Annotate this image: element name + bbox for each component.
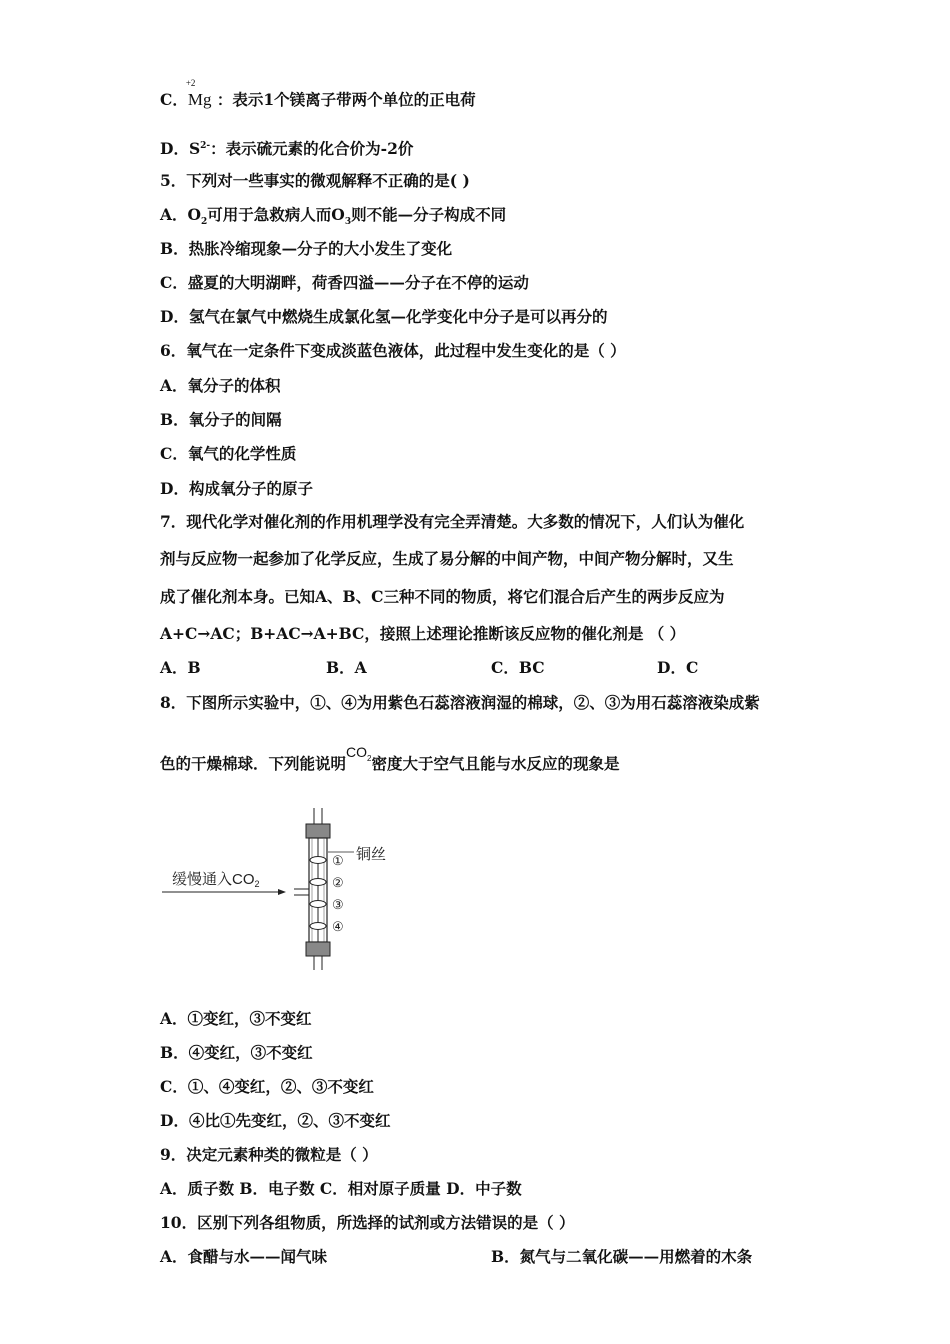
q6-option-d: D．构成氧分子的原子 xyxy=(160,479,313,498)
q4-option-d: D．$S^{2-}$：表示硫元素的化合价为-2价 xyxy=(160,139,414,159)
q10-option-a: A．食醋与水——闻气味 xyxy=(160,1247,328,1266)
q7-option-c: C．BC xyxy=(491,658,545,677)
wire-label: 铜丝 xyxy=(356,846,387,863)
q8-option-c: C．①、④变红，②、③不变红 xyxy=(160,1077,374,1096)
q8-line-2: 色的干燥棉球．下列能说明$CO_2$密度大于空气且能与水反应的现象是 xyxy=(160,744,620,773)
q7-line-1: 7．现代化学对催化剂的作用机理学没有完全弄清楚。大多数的情况下，人们认为催化 xyxy=(160,512,745,531)
q7-option-b: B．A xyxy=(326,658,367,677)
q6-stem: 6．氧气在一定条件下变成淡蓝色液体，此过程中发生变化的是（ ） xyxy=(160,341,626,360)
q5-option-d: D．氢气在氯气中燃烧生成氯化氢—化学变化中分子是可以再分的 xyxy=(160,307,608,326)
top-stopper xyxy=(306,824,330,838)
q6-option-c: C．氧气的化学性质 xyxy=(160,444,297,463)
cotton-ball-1 xyxy=(310,857,326,864)
q4-option-c: C． +2 Mg ：表示1个镁离子带两个单位的正电荷 xyxy=(160,78,476,109)
marker-2: ② xyxy=(332,875,344,890)
q8-option-d: D．④比①先变红，②、③不变红 xyxy=(160,1111,391,1130)
marker-3: ③ xyxy=(332,897,344,912)
q7-option-d: D．C xyxy=(657,658,699,677)
q7-line-2: 剂与反应物一起参加了化学反应，生成了易分解的中间产物，中间产物分解时，又生 xyxy=(160,549,734,568)
co2-formula: $CO_2$ xyxy=(346,744,372,763)
inlet-label: 缓慢通入$CO_2$ xyxy=(172,871,260,889)
q8-option-a: A．①变红，③不变红 xyxy=(160,1009,312,1028)
co2-experiment-diagram xyxy=(160,800,400,975)
q9-stem: 9．决定元素种类的微粒是（ ） xyxy=(160,1145,378,1164)
q5-option-b: B．热胀冷缩现象—分子的大小发生了变化 xyxy=(160,239,453,258)
q7-option-a: A．B xyxy=(160,658,201,677)
q6-option-b: B．氧分子的间隔 xyxy=(160,410,282,429)
marker-4: ④ xyxy=(332,919,344,934)
cotton-ball-3 xyxy=(310,901,326,908)
bottom-stopper xyxy=(306,942,330,956)
q6-option-a: A．氧分子的体积 xyxy=(160,376,281,395)
cotton-ball-2 xyxy=(310,879,326,886)
q8-line-1: 8．下图所示实验中，①、④为用紫色石蕊溶液润湿的棉球，②、③为用石蕊溶液染成紫 xyxy=(160,693,760,712)
marker-1: ① xyxy=(332,853,344,868)
q5-stem: 5．下列对一些事实的微观解释不正确的是( ) xyxy=(160,171,470,190)
q7-line-3: 成了催化剂本身。已知A、B、C三种不同的物质，将它们混合后产生的两步反应为 xyxy=(160,587,725,606)
q9-options: A．质子数 B．电子数 C．相对原子质量 D．中子数 xyxy=(160,1179,522,1198)
q10-option-b: B．氮气与二氧化碳——用燃着的木条 xyxy=(491,1247,753,1266)
q5-option-c: C．盛夏的大明湖畔，荷香四溢——分子在不停的运动 xyxy=(160,273,529,292)
mg-ion-symbol: +2 Mg xyxy=(185,78,212,109)
q10-stem: 10．区别下列各组物质，所选择的试剂或方法错误的是（ ） xyxy=(160,1213,575,1232)
q8-option-b: B．④变红，③不变红 xyxy=(160,1043,313,1062)
cotton-ball-4 xyxy=(310,923,326,930)
q7-line-4: A+C→AC；B+AC→A+BC，接照上述理论推断该反应物的催化剂是 （ ） xyxy=(160,624,686,643)
q5-option-a: A．$O_2$可用于急救病人而$O_3$则不能—分子构成不同 xyxy=(160,205,507,228)
